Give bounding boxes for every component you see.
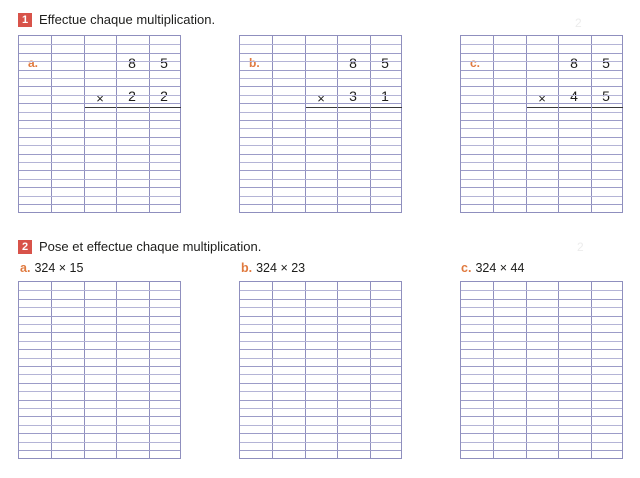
- result-line: [305, 107, 402, 108]
- grid-row-line: [19, 307, 180, 308]
- grid-row-line: [461, 44, 622, 45]
- result-line: [84, 107, 181, 108]
- grid-row-line: [461, 374, 622, 375]
- operation-label: c.: [470, 56, 481, 70]
- grid-row-line: [461, 341, 622, 342]
- grid-column-line: [558, 36, 559, 212]
- operation-letter: b.: [241, 261, 253, 275]
- exercise-instruction: Pose et effectue chaque multiplication.: [39, 239, 262, 254]
- bottom-digit: 2: [160, 88, 168, 104]
- operation-expression: 324 × 23: [256, 261, 306, 275]
- grid-row-line: [461, 383, 622, 384]
- grid-row-line: [240, 61, 401, 62]
- grid-row-line: [19, 290, 180, 291]
- grid-row-line: [461, 358, 622, 359]
- grid-row-line: [461, 154, 622, 155]
- operation-letter: c.: [461, 261, 472, 275]
- grid-column-line: [272, 282, 273, 458]
- grid-row-line: [19, 170, 180, 171]
- exercise-2-title: [18, 239, 261, 254]
- grid-row-line: [19, 391, 180, 392]
- grid-row-line: [240, 442, 401, 443]
- grid-row-line: [19, 341, 180, 342]
- grid-row-line: [19, 187, 180, 188]
- grid-row-line: [240, 433, 401, 434]
- grid-row-line: [240, 324, 401, 325]
- grid-row-line: [240, 78, 401, 79]
- top-digit: 8: [128, 55, 136, 71]
- grid-column-line: [84, 36, 85, 212]
- grid-row-line: [240, 112, 401, 113]
- grid-row-line: [240, 120, 401, 121]
- grid-row-line: [240, 383, 401, 384]
- bleed-through-text: 2: [575, 16, 582, 30]
- grid-row-line: [19, 44, 180, 45]
- grid-row-line: [240, 44, 401, 45]
- grid-row-line: [461, 332, 622, 333]
- grid-row-line: [240, 103, 401, 104]
- grid-row-line: [240, 299, 401, 300]
- exercise-1-title: [18, 12, 215, 27]
- grid-row-line: [461, 128, 622, 129]
- grid-column-line: [370, 282, 371, 458]
- grid-row-line: [19, 408, 180, 409]
- grid-row-line: [240, 162, 401, 163]
- exercise-number-badge: 2: [18, 240, 32, 254]
- grid-column-line: [493, 36, 494, 212]
- grid-row-line: [19, 316, 180, 317]
- grid-row-line: [461, 366, 622, 367]
- grid-row-line: [461, 120, 622, 121]
- grid-column-line: [591, 282, 592, 458]
- grid-column-line: [305, 36, 306, 212]
- grid-ex1-c: [460, 35, 623, 213]
- grid-column-line: [493, 282, 494, 458]
- grid-row-line: [240, 179, 401, 180]
- grid-row-line: [240, 137, 401, 138]
- grid-row-line: [240, 316, 401, 317]
- grid-row-line: [240, 128, 401, 129]
- grid-row-line: [461, 145, 622, 146]
- grid-row-line: [19, 61, 180, 62]
- grid-row-line: [461, 187, 622, 188]
- grid-row-line: [240, 187, 401, 188]
- grid-column-line: [558, 282, 559, 458]
- grid-row-line: [19, 332, 180, 333]
- grid-row-line: [19, 137, 180, 138]
- grid-row-line: [461, 416, 622, 417]
- grid-row-line: [19, 358, 180, 359]
- grid-row-line: [19, 433, 180, 434]
- grid-row-line: [461, 103, 622, 104]
- grid-row-line: [19, 162, 180, 163]
- grid-row-line: [240, 416, 401, 417]
- operation-letter: a.: [20, 261, 31, 275]
- grid-row-line: [461, 78, 622, 79]
- grid-row-line: [461, 86, 622, 87]
- grid-row-line: [461, 95, 622, 96]
- grid-row-line: [240, 366, 401, 367]
- grid-row-line: [461, 70, 622, 71]
- grid-row-line: [19, 366, 180, 367]
- grid-row-line: [19, 450, 180, 451]
- grid-row-line: [461, 425, 622, 426]
- grid-row-line: [240, 374, 401, 375]
- grid-column-line: [526, 36, 527, 212]
- grid-row-line: [461, 307, 622, 308]
- grid-column-line: [51, 282, 52, 458]
- grid-row-line: [461, 433, 622, 434]
- grid-column-line: [337, 282, 338, 458]
- multiply-sign: ×: [538, 91, 546, 106]
- grid-row-line: [240, 332, 401, 333]
- grid-row-line: [240, 400, 401, 401]
- result-line: [526, 107, 623, 108]
- grid-row-line: [461, 316, 622, 317]
- multiply-sign: ×: [317, 91, 325, 106]
- grid-row-line: [240, 450, 401, 451]
- grid-row-line: [240, 145, 401, 146]
- top-digit: 5: [602, 55, 610, 71]
- grid-row-line: [461, 170, 622, 171]
- grid-row-line: [19, 299, 180, 300]
- grid-row-line: [240, 53, 401, 54]
- grid-column-line: [526, 282, 527, 458]
- exercise-number-badge: 1: [18, 13, 32, 27]
- grid-row-line: [240, 349, 401, 350]
- grid-ex2-c: [460, 281, 623, 459]
- grid-row-line: [19, 103, 180, 104]
- operation-label: a.: [28, 56, 39, 70]
- grid-row-line: [19, 128, 180, 129]
- grid-row-line: [19, 78, 180, 79]
- grid-ex1-b: [239, 35, 402, 213]
- top-digit: 8: [349, 55, 357, 71]
- grid-ex1-a: [18, 35, 181, 213]
- top-digit: 5: [381, 55, 389, 71]
- grid-row-line: [461, 137, 622, 138]
- grid-column-line: [149, 36, 150, 212]
- grid-row-line: [461, 112, 622, 113]
- grid-row-line: [19, 120, 180, 121]
- grid-column-line: [305, 282, 306, 458]
- grid-column-line: [149, 282, 150, 458]
- grid-row-line: [461, 290, 622, 291]
- grid-row-line: [240, 196, 401, 197]
- operation-c-label: [461, 261, 524, 275]
- grid-row-line: [19, 204, 180, 205]
- exercise-instruction: Effectue chaque multiplication.: [39, 12, 216, 27]
- grid-column-line: [51, 36, 52, 212]
- grid-row-line: [19, 112, 180, 113]
- grid-ex2-b: [239, 281, 402, 459]
- grid-row-line: [19, 86, 180, 87]
- grid-row-line: [461, 408, 622, 409]
- grid-row-line: [240, 341, 401, 342]
- grid-row-line: [461, 196, 622, 197]
- grid-row-line: [19, 383, 180, 384]
- top-digit: 8: [570, 55, 578, 71]
- bottom-digit: 3: [349, 88, 357, 104]
- bottom-digit: 1: [381, 88, 389, 104]
- grid-row-line: [19, 154, 180, 155]
- grid-row-line: [19, 442, 180, 443]
- grid-row-line: [461, 61, 622, 62]
- bottom-digit: 4: [570, 88, 578, 104]
- operation-a-label: [20, 261, 83, 275]
- grid-row-line: [19, 425, 180, 426]
- bleed-through-text: 2: [577, 240, 584, 254]
- grid-row-line: [19, 70, 180, 71]
- grid-row-line: [240, 290, 401, 291]
- grid-row-line: [240, 86, 401, 87]
- bottom-digit: 5: [602, 88, 610, 104]
- multiply-sign: ×: [96, 91, 104, 106]
- grid-row-line: [461, 400, 622, 401]
- grid-row-line: [461, 349, 622, 350]
- top-digit: 5: [160, 55, 168, 71]
- grid-column-line: [591, 36, 592, 212]
- operation-expression: 324 × 44: [475, 261, 525, 275]
- grid-column-line: [272, 36, 273, 212]
- grid-column-line: [337, 36, 338, 212]
- grid-column-line: [116, 36, 117, 212]
- grid-row-line: [461, 162, 622, 163]
- grid-row-line: [240, 154, 401, 155]
- grid-row-line: [461, 450, 622, 451]
- grid-row-line: [240, 408, 401, 409]
- grid-row-line: [240, 95, 401, 96]
- grid-row-line: [461, 442, 622, 443]
- grid-row-line: [461, 204, 622, 205]
- grid-column-line: [116, 282, 117, 458]
- grid-row-line: [19, 324, 180, 325]
- grid-row-line: [19, 95, 180, 96]
- bottom-digit: 2: [128, 88, 136, 104]
- grid-row-line: [461, 53, 622, 54]
- grid-row-line: [461, 391, 622, 392]
- grid-row-line: [19, 374, 180, 375]
- grid-ex2-a: [18, 281, 181, 459]
- grid-row-line: [19, 400, 180, 401]
- grid-row-line: [19, 196, 180, 197]
- grid-row-line: [19, 145, 180, 146]
- grid-column-line: [84, 282, 85, 458]
- grid-row-line: [19, 179, 180, 180]
- grid-row-line: [19, 53, 180, 54]
- operation-b-label: [241, 261, 305, 275]
- grid-row-line: [240, 391, 401, 392]
- grid-row-line: [240, 204, 401, 205]
- grid-row-line: [19, 416, 180, 417]
- grid-row-line: [240, 307, 401, 308]
- operation-expression: 324 × 15: [34, 261, 84, 275]
- grid-row-line: [240, 170, 401, 171]
- operation-label: b.: [249, 56, 260, 70]
- grid-row-line: [461, 179, 622, 180]
- grid-row-line: [461, 324, 622, 325]
- grid-row-line: [240, 358, 401, 359]
- grid-row-line: [240, 425, 401, 426]
- grid-column-line: [370, 36, 371, 212]
- grid-row-line: [240, 70, 401, 71]
- grid-row-line: [19, 349, 180, 350]
- grid-row-line: [461, 299, 622, 300]
